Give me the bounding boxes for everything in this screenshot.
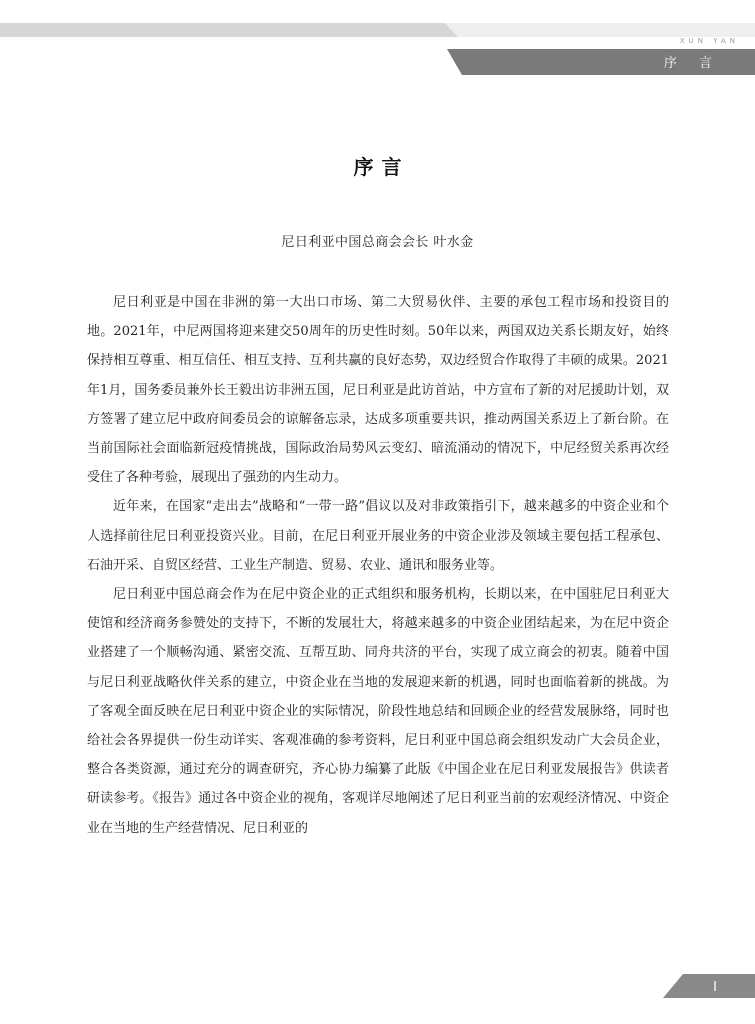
footer-tab-fill xyxy=(663,974,755,998)
paragraph: 近年来，在国家“走出去”战略和“一带一路”倡议以及对非政策指引下，越来越多的中资企业和个人选择前往尼日利亚投资兴业。目前，在尼日利亚开展业务的中资企业涉及领域主要包括工程承包、石油开采、自贸区经营、工业生产制造、贸易、农业、通讯和服务业等。 xyxy=(87,499,669,573)
header-section-label: 序 言 xyxy=(663,56,721,71)
page-title: 序言 xyxy=(353,155,410,179)
author-line: 尼日利亚中国总商会会长 叶水金 xyxy=(281,235,474,250)
running-header-title: XUN YAN xyxy=(679,37,739,45)
footer-tab xyxy=(663,974,755,998)
paragraph: 尼日利亚是中国在非洲的第一大出口市场、第二大贸易伙伴、主要的承包工程市场和投资目的地。2021年，中尼两国将迎来建交50周年的历史性时刻。50年以来，两国双边关系长期友好，始终保持相互尊重、相互信任、相互支持、互利共赢的良好态势，双边经贸合作取得了丰硕的成果。2021年1月，国务委员兼外长王毅出访非洲五国，尼日利亚是此访首站，中方宣布了新的对尼援助计划，双方签署了建立尼中政府间委员会的谅解备忘录，达成多项重要共识，推动两国关系迈上了新台阶。在当前国际社会面临新冠疫情挑战，国际政治局势风云变幻、暗流涌动的情况下，中尼经贸关系再次经受住了各种考验，展现出了强劲的内生动力。 xyxy=(87,295,669,486)
header-banner-shape xyxy=(0,23,755,75)
header-light-bar-tail xyxy=(445,23,755,37)
header-light-bar xyxy=(0,23,458,37)
body-text xyxy=(87,288,669,843)
footer-tab-shape xyxy=(663,974,755,998)
page-number: I xyxy=(713,980,717,995)
paragraph: 尼日利亚中国总商会作为在尼中资企业的正式组织和服务机构，长期以来，在中国驻尼日利亚大使馆和经济商务参赞处的支持下，不断的发展壮大，将越来越多的中资企业团结起来，为在尼中资企业搭建了一个顺畅沟通、紧密交流、互帮互助、同舟共济的平台，实现了成立商会的初衷。随着中国与尼日利亚战略伙伴关系的建立，中资企业在当地的发展迎来新的机遇，同时也面临着新的挑战。为了客观全面反映在尼日利亚中资企业的实际情况，阶段性地总结和回顾企业的经营发展脉络，同时也给社会各界提供一份生动详实、客观准确的参考资料，尼日利亚中国总商会组织发动广大会员企业，整合各类资源，通过充分的调查研究，齐心协力编纂了此版《中国企业在尼日利亚发展报告》供读者研读参考。《报告》通过各中资企业的视角，客观详尽地阐述了尼日利亚当前的宏观经济情况、中资企业在当地的生产经营情况、尼日利亚的 xyxy=(87,587,669,836)
header-banner xyxy=(0,23,755,75)
